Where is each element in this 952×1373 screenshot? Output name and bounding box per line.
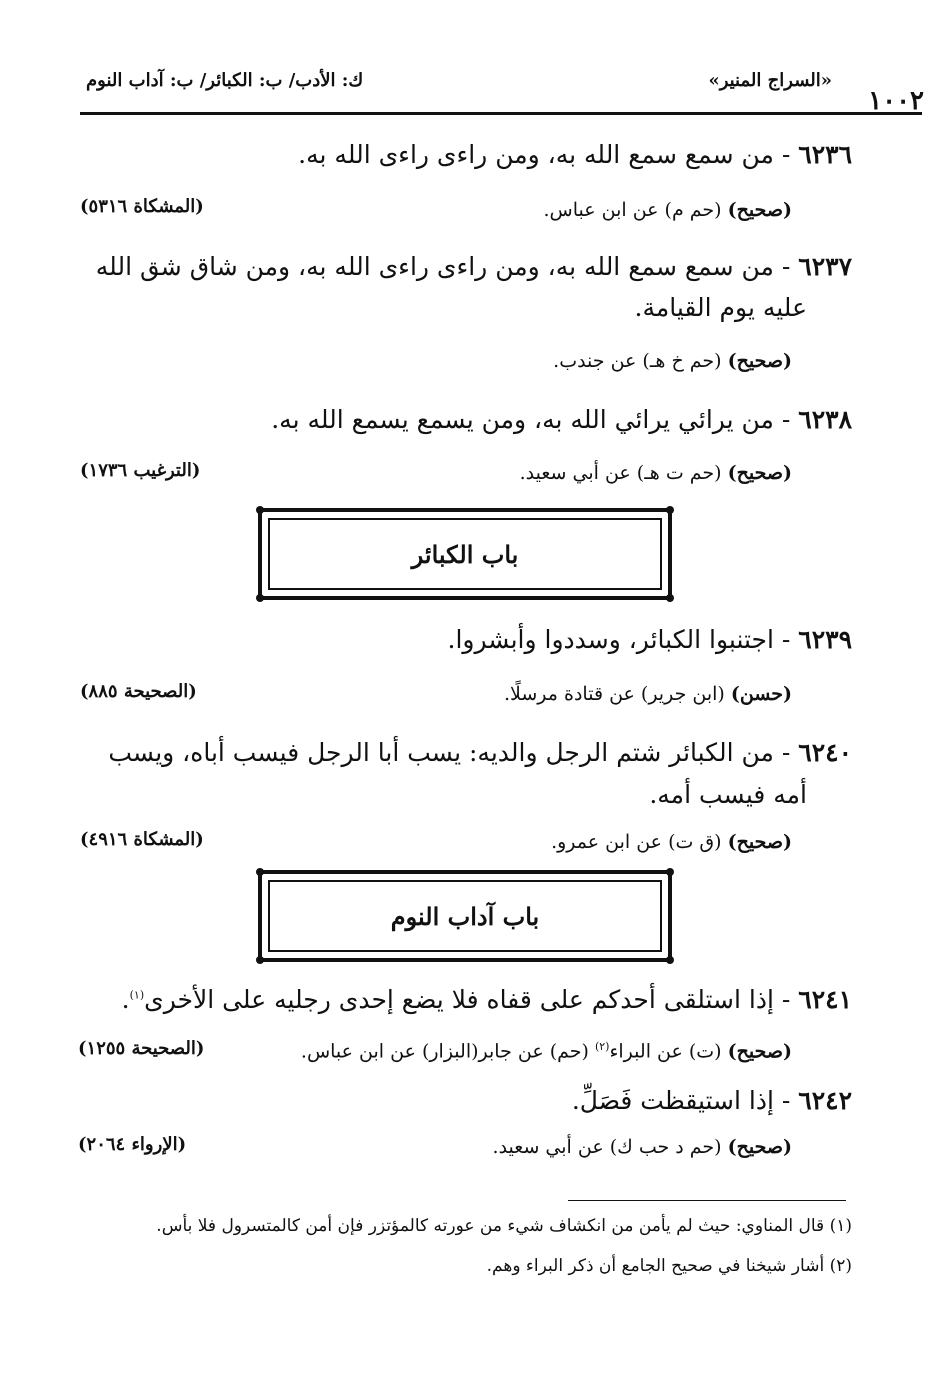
hadith-text: - إذا استلقى أحدكم على قفاه فلا يضع إحدى رجليه على الأخرى: [144, 985, 791, 1014]
footnote-rule: [568, 1200, 846, 1201]
hadith-6237: [96, 252, 852, 281]
ornament-dot: [666, 594, 674, 602]
ornament-dot: [256, 868, 264, 876]
hadith-text-end: .: [121, 985, 130, 1014]
hadith-grade: (صحيح): [727, 350, 792, 372]
ornament-dot: [256, 956, 264, 964]
hadith-6239-grade-line: [504, 683, 792, 705]
hadith-narration: (حم م) عن ابن عباس.: [543, 199, 722, 221]
ornament-dot: [666, 868, 674, 876]
hadith-6236-grade-line: [544, 199, 793, 221]
header-rule: [80, 112, 922, 115]
chapter-title: باب الكبائر: [268, 518, 662, 590]
hadith-number: ٦٢٣٦: [798, 140, 852, 169]
hadith-text: - اجتنبوا الكبائر، وسددوا وأبشروا.: [447, 625, 791, 654]
hadith-6237-grade-line: [553, 350, 792, 372]
hadith-6240: [108, 738, 852, 767]
chapter-banner-nawm: [258, 870, 672, 962]
hadith-narration: (ق ت) عن ابن عمرو.: [551, 831, 722, 853]
chapter-banner-kabair: [258, 508, 672, 600]
hadith-grade: (صحيح): [727, 831, 792, 853]
hadith-grade: (حسن): [730, 683, 792, 705]
running-head-section: ك: الأدب/ ب: الكبائر/ ب: آداب النوم: [86, 70, 364, 91]
footnote-ref[interactable]: (٢): [594, 1040, 610, 1053]
hadith-text: - إذا استيقظت فَصَلِّ.: [571, 1086, 791, 1115]
hadith-number: ٦٢٤١: [798, 985, 852, 1014]
hadith-6238: [271, 405, 852, 434]
hadith-6238-grade-line: [520, 462, 792, 484]
footnote-2: (٢) أشار شيخنا في صحيح الجامع أن ذكر البراء وهم.: [486, 1256, 852, 1276]
footnote-1: (١) قال المناوي: حيث لم يأمن من انكشاف شيء من عورته كالمؤتزر فإن أمن كالمتسرول فلا بأس.: [156, 1216, 852, 1236]
hadith-6236-source: (المشكاة ٥٣١٦): [80, 196, 204, 217]
hadith-6242-source: (الإرواء ٢٠٦٤): [78, 1134, 187, 1155]
hadith-6239: [448, 625, 852, 654]
hadith-grade: (صحيح): [727, 1040, 792, 1063]
ornament-dot: [666, 506, 674, 514]
hadith-grade: (صحيح): [727, 1136, 792, 1158]
hadith-narration: (حم خ هـ) عن جندب.: [553, 350, 722, 372]
ornament-dot: [666, 956, 674, 964]
hadith-grade: (صحيح): [727, 199, 792, 221]
hadith-narration: (ابن جرير) عن قتادة مرسلًا.: [504, 683, 725, 705]
hadith-number: ٦٢٣٩: [798, 625, 852, 654]
ornament-dot: [256, 594, 264, 602]
chapter-title: باب آداب النوم: [268, 880, 662, 952]
hadith-text: - من الكبائر شتم الرجل والديه: يسب أبا الرجل فيسب أباه، ويسب: [108, 738, 791, 767]
hadith-narration: (حم د حب ك) عن أبي سعيد.: [492, 1136, 722, 1158]
hadith-6236: [298, 140, 852, 169]
hadith-narration: (حم ت هـ) عن أبي سعيد.: [519, 462, 722, 484]
hadith-6240-continuation: أمه فيسب أمه.: [649, 780, 807, 809]
hadith-grade: (صحيح): [727, 462, 792, 484]
hadith-number: ٦٢٤٢: [798, 1086, 852, 1115]
hadith-text: - من يرائي يرائي الله به، ومن يسمع يسمع الله به.: [271, 405, 791, 434]
hadith-6237-continuation: عليه يوم القيامة.: [634, 293, 807, 322]
hadith-6240-grade-line: [551, 831, 792, 853]
hadith-text: - من سمع سمع الله به، ومن راءى راءى الله به.: [298, 140, 791, 169]
footnote-ref[interactable]: (١): [129, 988, 145, 1002]
hadith-number: ٦٢٣٨: [798, 405, 852, 434]
hadith-6242: [572, 1086, 852, 1115]
page-number: ١٠٠٢: [868, 86, 924, 116]
hadith-6240-source: (المشكاة ٤٩١٦): [80, 829, 204, 850]
hadith-6241-grade-line: [301, 1040, 792, 1062]
hadith-6238-source: (الترغيب ١٧٣٦): [80, 460, 201, 481]
hadith-number: ٦٢٤٠: [798, 738, 852, 767]
hadith-narration-cont: (حم) عن جابر(البزار) عن ابن عباس.: [300, 1040, 595, 1063]
hadith-narration: (ت) عن البراء: [609, 1040, 722, 1063]
hadith-number: ٦٢٣٧: [798, 252, 852, 281]
hadith-6241-source: (الصحيحة ١٢٥٥): [78, 1038, 205, 1059]
hadith-6242-grade-line: [493, 1136, 792, 1158]
ornament-dot: [256, 506, 264, 514]
hadith-6241: [122, 985, 852, 1014]
hadith-6239-source: (الصحيحة ٨٨٥): [80, 681, 197, 702]
hadith-text: - من سمع سمع الله به، ومن راءى راءى الله به، ومن شاق شق الله: [95, 252, 791, 281]
running-head-book-title: «السراج المنير»: [708, 70, 832, 91]
